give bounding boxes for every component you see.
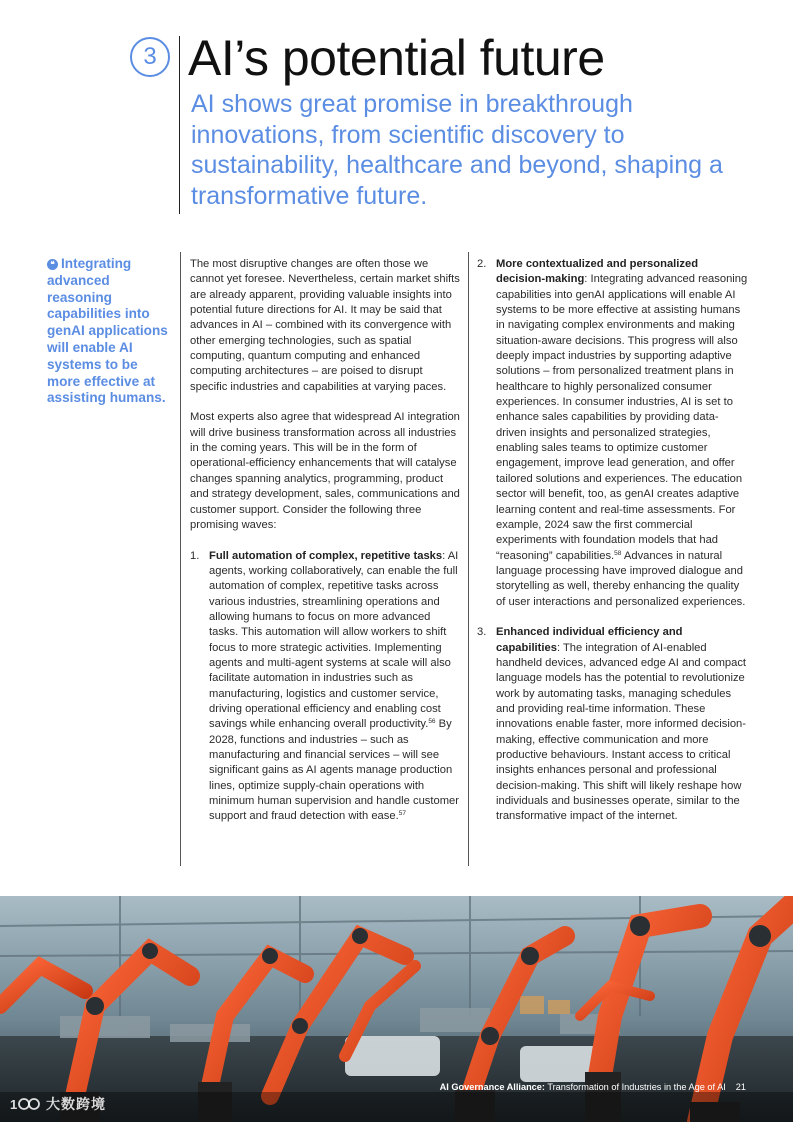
page-number: 21 — [735, 1082, 746, 1092]
list-item-text: : The integration of AI-enabled handheld devices, advanced edge AI and compact language models has the potential to revolutionize work by automating tasks, managing schedules and providing real-time information. These innovations enable faster, more informed decision-making, effective communication and more productive behaviours. Instant access to critical insights enhances personal and professional decision-making. This shift will likely reshape how individuals and businesses operate, similar to the transformative impact of the internet. — [496, 641, 747, 823]
list-item-1 — [190, 549, 460, 825]
footer — [440, 1082, 746, 1092]
page-title: AI’s potential future — [188, 30, 605, 86]
list-item-text: : Integrating advanced reasoning capabilities into genAI applications will enable AI systems to be more effective at assisting humans in navigating complex environments and making situation-aware decisions. This progress will also deeply impact industries by supporting adaptive solutions – from personalized treatment plans in healthcare to highly personalized consumer experiences. In consumer industries, AI is set to enhance sales capabilities by providing data-driven insights and personalized strategies, enabling sales teams to optimize customer engagement, improve lead generation, and offer tailored solutions and experiences. The education sector will benefit, too, as genAI creates adaptive learning content and real-time assessments. For example, 2024 saw the first commercial experiments with foundation models that had “reasoning” capabilities. — [496, 273, 748, 562]
list-item-text-cont: By 2028, functions and industries – such as manufacturing and financial services – will see significant gains as AI agents manage production lines, optimize supply-chain operations with minimum human supervision and handle customer support and fraud detection with ease. — [209, 718, 459, 823]
body-paragraph-2: Most experts also agree that widespread AI integration will drive business transformation across all industries in the coming years. This will be in the form of operational-efficiency enhancements that will catalyse changes spanning analytics, programming, product and strategy development, sales, communications and customer support. Consider the following three promising waves: — [190, 411, 460, 531]
watermark-text: 大数跨境 — [46, 1096, 106, 1112]
header-divider — [179, 36, 180, 214]
reference-mark: 58 — [614, 549, 622, 557]
section-number-badge: 3 — [130, 37, 170, 77]
100-logo-icon — [10, 1096, 40, 1112]
watermark — [10, 1094, 106, 1114]
reference-mark: 57 — [398, 810, 406, 818]
pull-quote-rule — [180, 252, 181, 866]
left-column — [190, 257, 460, 840]
list-item-heading: More contextualized and personalized decision-making — [496, 258, 699, 286]
reference-mark: 56 — [428, 718, 436, 726]
list-item-heading: Full automation of complex, repetitive tasks — [209, 549, 443, 562]
footer-report-title: Transformation of Industries in the Age of AI — [544, 1082, 726, 1092]
robot-banner-image — [0, 896, 793, 1122]
footer-publisher: AI Governance Alliance: — [439, 1082, 545, 1092]
svg-text:1: 1 — [10, 1097, 19, 1112]
body-paragraph-1: The most disruptive changes are often those we cannot yet foresee. Nevertheless, certain market shifts are already apparent, providing valuable insights into potential future directions for AI. It may be said that advances in AI – combined with its convergence with other emerging technologies, such as spatial computing, quantum computing and enhanced computing architectures – are poised to disrupt specific industries and capabilities at varying paces. — [190, 258, 460, 393]
column-divider — [468, 252, 469, 866]
quote-icon: ❝ — [47, 259, 58, 270]
list-item-number: 2. — [477, 258, 487, 270]
pull-quote-text: Integrating advanced reasoning capabilities into genAI applications will enable AI systems to be more effective at assisting humans. — [47, 256, 168, 406]
list-item-number: 1. — [190, 549, 200, 562]
right-column — [477, 257, 749, 840]
list-item-3 — [477, 625, 749, 824]
list-item-2 — [477, 257, 749, 610]
list-item-text-cont: Advances in natural language processing have improved dialogue and storytelling as well, thereby enhancing the quality of user interactions and personalized experiences. — [496, 549, 746, 608]
list-item-heading: Enhanced individual efficiency and capabilities — [496, 626, 683, 654]
list-item-number: 3. — [477, 626, 487, 639]
pull-quote — [47, 256, 172, 407]
list-item-text: : AI agents, working collaboratively, can enable the full automation of complex, repetitive tasks across various industries, streamlining operations and allowing humans to focus on more advanced tasks. This automation will allow workers to shift focus to more strategic activities. Implementing agents and multi-agent systems at scale will also facilitate automation in industries such as manufacturing, logistics and customer service, driving operational efficiency and enabling cost savings while enhancing overall productivity. — [209, 549, 459, 731]
intro-text: AI shows great promise in breakthrough innovations, from scientific discovery to sustainability, healthcare and beyond, shaping a transformative future. — [191, 90, 723, 210]
